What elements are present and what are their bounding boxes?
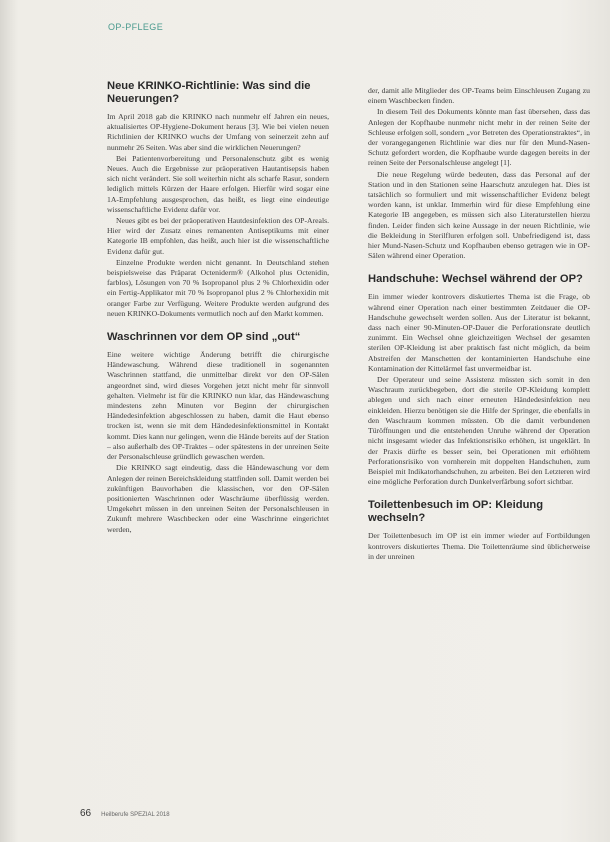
paragraph: Eine weitere wichtige Änderung betrifft die chirurgische Händewaschung. Während diese traditionell in sogenannten Waschrinnen stattfand, die unmittelbar direkt vor den OP-Sälen angeordnet sind, wird dieses Vorgehen jetzt nicht mehr für sinnvoll gehalten. Vielmehr ist für die KRINKO nun klar, das Händewaschung mindestens zehn Minuten vor Beginn der chirurgischen Händedesinfektion abgeschlossen zu haben, damit die Haut ebenso trocken ist, wenn sie mit dem Händedesinfektionsmittel in Kontakt kommt. Dies kann nur gelingen, wenn die Hände bereits auf der Station – also außerhalb des OP-Traktes – oder spätestens in der unreinen Seite der Personalschleuse gründlich gewaschen werden. bbox=[107, 350, 329, 462]
heading-krinko: Neue KRINKO-Richtlinie: Was sind die Neuerungen? bbox=[107, 80, 311, 105]
left-column bbox=[107, 80, 329, 536]
paragraph: Der Operateur und seine Assistenz müssten sich somit in den Waschraum zurückbegeben, dort die sterile OP-Kleidung komplett ablegen und sich nach einer erneuten Händedesinfektion neu einkleiden. Hierzu benötigen sie die Hilfe der Springer, die ebenfalls in den Waschraum kommen müssten. Ob die damit verbundenen Türöffnungen und die entstehenden Unruhe während der Operation nicht insgesamt wieder das Infektionsrisiko erhöhen, ist ungeklärt. In der Praxis dürfte es besser sein, bei Operationen mit erhöhtem Perforationsrisiko von vornherein mit doppelten Handschuhen, zum Beispiel mit Indikatorhandschuhen, zu arbeiten. Bei den Letzteren wird eine mögliche Perforation durch Dunkelverfärbung sofort sichtbar. bbox=[368, 375, 590, 487]
paragraph: der, damit alle Mitglieder des OP-Teams beim Einschleusen Zugang zu einem Waschbecken finden. bbox=[368, 86, 590, 106]
paragraph: Einzelne Produkte werden nicht genannt. In Deutschland stehen beispielsweise das Präparat Octeniderm® (Alkohol plus Octenidin, farblos), Lösungen von 70 % Isopropanol plus 2 % Chlorhexidin oder ein Fertig-Applikator mit 70 % Isopropanol plus 2 % Chlorhexidin mit oranger Farbe zur Verfügung. Weitere Produkte werden aufgrund des neuen KRINKO-Dokuments vermutlich noch auf den Markt kommen. bbox=[107, 257, 329, 318]
paragraph: Der Toilettenbesuch im OP ist ein immer wieder auf Fortbildungen kontrovers diskutiertes Thema. Die Toilettenräume sind üblicherweise in der unreinen bbox=[368, 531, 590, 561]
paragraph: Ein immer wieder kontrovers diskutiertes Thema ist die Frage, ob während einer Operation nach einer bestimmten Zeitdauer die OP-Handschuhe gewechselt werden sollen. Aus der Literatur ist bekannt, dass nach einer 90-Minuten-OP-Dauer die Perforationsrate deutlich zunimmt. Ein Wechsel ohne gleichzeitigen Wechsel der gesamten sterilen OP-Kleidung ist aber praktisch fast nicht möglich, da beim Abstreifen der Manschetten der kontaminierten Handschuhe eine Kontamination der Kittelärmel fast unvermeidbar ist. bbox=[368, 292, 590, 373]
heading-waschrinnen: Waschrinnen vor dem OP sind „out“ bbox=[107, 331, 301, 344]
page-footer bbox=[80, 808, 170, 819]
heading-toilettenbesuch: Toilettenbesuch im OP: Kleidung wechseln? bbox=[368, 499, 544, 525]
section-rubric: OP-PFLEGE bbox=[108, 22, 164, 32]
paragraph: In diesem Teil des Dokuments könnte man fast übersehen, dass das Anlegen der Kopfhaube nunmehr nicht mehr in der reinen Seite der Schleuse erfolgen soll, sondern „vor Betreten des Operationstraktes“, in der vorangegangenen Richtlinie war dies nur für den Mund-Nasen-Schutz gefordert worden, die Kopfhaube wurde dagegen bereits in der reinen Seite der Personalschleuse angelegt [1]. bbox=[368, 107, 590, 168]
paragraph: Im April 2018 gab die KRINKO nach nunmehr elf Jahren ein neues, aktualisiertes OP-Hygiene-Dokument heraus [3]. Wie bei vielen neuen Richtlinien der KRINKO wuchs der Umfang von seinerzeit zehn auf nunmehr 26 Seiten. Was aber sind die wirklichen Neuerungen? bbox=[107, 112, 329, 152]
paragraph: Die neue Regelung würde bedeuten, dass das Personal auf der Station und in den Stationen seine Haarschutz anzulegen hat. Dies ist tatsächlich so formuliert und mit wissenschaftlicher Evidenz belegt worden kann, ist unklar. Immerhin wird für diese Empfehlung eine Kategorie IB angegeben, es müssen sich also Literaturstellen hierzu finden. Leider finden sich keine Aussage in der neuen Richtlinie, wie die Bekleidung in Sterilfluren erfolgen soll. Unbefriedigend ist, dass hier Mund-Nasen-Schutz und Kopfhauben ebenso getragen wie in OP-Sälen während einer Operation. bbox=[368, 169, 590, 261]
paragraph: Die KRINKO sagt eindeutig, dass die Händewaschung vor dem Anlegen der reinen Bereichskleidung stattfinden soll. Damit werden bei zukünftigen Bauvorhaben die klassischen, vor den OP-Sälen positionierten Waschrinnen oder Waschräume überflüssig werden. Umgekehrt müssen in den unreinen Seiten der Personalschleusen in Zukunft mehrere Waschbecken oder eine Waschrinne eingerichtet werden, bbox=[107, 463, 329, 534]
paragraph: Neues gibt es bei der präoperativen Hautdesinfektion des OP-Areals. Hier wird der Zusatz eines remanenten Antiseptikums mit einer Kategorie IB empfohlen, das heißt, auch hier ist die wissenschaftliche Evidenz dafür gut. bbox=[107, 216, 329, 256]
page-number: 66 bbox=[80, 808, 92, 819]
heading-handschuhe: Handschuhe: Wechsel während der OP? bbox=[368, 273, 583, 286]
journal-info: Heilberufe SPEZIAL 2018 bbox=[101, 812, 170, 818]
right-column bbox=[368, 86, 590, 563]
paragraph: Bei Patientenvorbereitung und Personalenschutz gibt es wenig Neues. Auch die Ergebnisse zur präoperativen Hautantisepsis haben sich nicht verändert. Sie soll weiterhin nicht als scharfe Rasur, sondern lediglich mittels Kürzen der Haare erfolgen. Hierfür wird sogar eine 1A-Empfehlung ausgesprochen, das heißt, es liegt eine eindeutige wissenschaftliche Evidenz dafür vor. bbox=[107, 153, 329, 214]
